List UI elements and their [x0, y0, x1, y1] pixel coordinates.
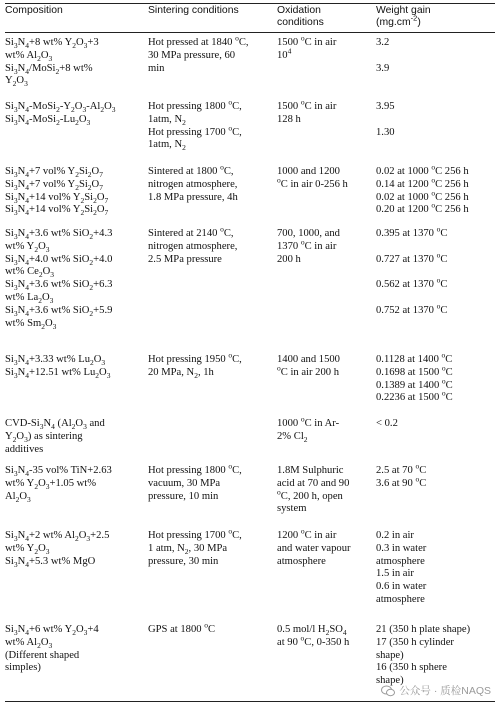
row-3-sintering: Sintered at 2140 $^o$C, nitrogen atmosphere, 2.5 MPa pressure	[148, 224, 238, 265]
row-3-weight-gain: 0.395 at 1370 $^o$C 0.727 at 1370 $^o$C 0.562 at 1370 $^o$C 0.752 at 1370 $^o$C	[376, 224, 448, 316]
row-3-composition: $Si_3N_4+3.6$ wt% SiO$_2$+4.3 wt% $Y_2O_3$ $Si_3N_4+4.0$ wt% SiO$_2$+4.0 wt% $Ce_2O_3$ $Si_3N_4+3.6$ wt% SiO$_2$+6.3 wt% $La_2O_3$ $Si_3N_4+3.6$ wt% SiO$_2$+5.9 wt% $Sm_2O_3$	[5, 228, 113, 331]
row-5-composition: CVD-$Si_3N_4$ ($Al_2O_3$ and $Y_2O_3$) as sintering additives	[5, 418, 105, 455]
row-6-sintering: Hot pressing 1800 $^o$C, vacuum, 30 MPa pressure, 10 min	[148, 461, 242, 502]
header-sintering: Sintering conditions	[148, 5, 239, 16]
row-6-composition: $Si_3N_4-35$ vol% TiN+2.63 wt% $Y_2O_3+1.05$ wt% $Al_2O_3$	[5, 465, 112, 504]
row-6-oxidation: 1.8M Sulphuric acid at 70 and 90 $^o$C, 200 h, open system	[277, 465, 350, 515]
watermark-text: 公众号 · 质检NAQS	[399, 685, 491, 697]
row-8-sintering: GPS at 1800 $^o$C	[148, 620, 216, 635]
row-7-weight-gain: 0.2 in air 0.3 in water atmosphere 1.5 in air 0.6 in water atmosphere	[376, 530, 427, 605]
row-0-sintering: Hot pressed at 1840 $^o$C, 30 MPa pressure, 60 min	[148, 33, 249, 74]
row-0-weight-gain: 3.2 3.9	[376, 37, 390, 74]
row-4-oxidation: 1400 and 1500 $^o$C in air 200 h	[277, 354, 340, 378]
row-2-weight-gain: 0.02 at 1000 $^o$C 256 h 0.14 at 1200 $^o$C 256 h 0.02 at 1000 $^o$C 256 h 0.20 at 1200 $^o$C 256 h	[376, 162, 469, 216]
header-oxidation: Oxidation conditions	[277, 5, 324, 29]
row-1-oxidation: 1500 $^o$C in air 128 h	[277, 97, 337, 125]
row-2-oxidation: 1000 and 1200 $^o$C in air 0-256 h	[277, 166, 348, 190]
row-5-weight-gain: < 0.2	[376, 418, 398, 429]
row-2-sintering: Sintered at 1800 $^o$C, nitrogen atmosphere, 1.8 MPa pressure, 4h	[148, 162, 238, 203]
row-0-oxidation: 1500 $^o$C in air $10^4$	[277, 33, 337, 61]
row-7-sintering: Hot pressing 1700 $^o$C, 1 atm, $N_2$, 30 MPa pressure, 30 min	[148, 526, 242, 567]
row-8-composition: $Si_3N_4+6$ wt% $Y_2O_3+4$ wt% $Al_2O_3$ (Different shaped simples)	[5, 624, 99, 674]
row-4-sintering: Hot pressing 1950 $^o$C, 20 MPa, $N_2$, 1h	[148, 350, 242, 380]
wechat-icon	[381, 685, 395, 697]
watermark	[381, 683, 491, 698]
row-3-oxidation: 700, 1000, and 1370 $^o$C in air 200 h	[277, 228, 340, 265]
row-4-composition: $Si_3N_4+3.33$ wt% $Lu_2O_3$ $Si_3N_4+12.51$ wt% $Lu_2O_3$	[5, 354, 111, 380]
row-1-weight-gain: 3.95 1.30	[376, 101, 395, 138]
row-7-oxidation: 1200 $^o$C in air and water vapour atmosphere	[277, 526, 351, 567]
header-weight-gain: Weight gain $(mg.cm^{-2})$	[376, 5, 431, 29]
row-4-weight-gain: 0.1128 at 1400 $^o$C 0.1698 at 1500 $^o$C 0.1389 at 1400 $^o$C 0.2236 at 1500 $^o$C	[376, 350, 453, 404]
row-8-oxidation: 0.5 mol/l $H_2SO_4$ at 90 $^o$C, 0-350 h	[277, 624, 350, 648]
header-rule	[5, 32, 495, 33]
row-2-composition: $Si_3N_4+7$ vol% $Y_2Si_2O_7$ $Si_3N_4+7$ vol% $Y_2Si_2O_7$ $Si_3N_4+14$ vol% $Y_2Si_2O_7$ $Si_3N_4+14$ vol% $Y_2Si_2O_7$	[5, 166, 109, 218]
row-1-composition: $Si_3N_4-MoSi_2-Y_2O_3-Al_2O_3$ $Si_3N_4-MoSi_2-Lu_2O_3$	[5, 101, 116, 127]
row-7-composition: $Si_3N_4+2$ wt% $Al_2O_3+2.5$ wt% $Y_2O_3$ $Si_3N_4+5.3$ wt% MgO	[5, 530, 110, 569]
bottom-rule	[5, 701, 495, 702]
top-rule	[5, 3, 495, 4]
row-0-composition: $Si_3N_4+8$ wt% $Y_2O_3+3$ wt% $Al_2O_3$ $Si_3N_4/MoSi_2+8$ wt% $Y_2O_3$	[5, 37, 99, 89]
row-5-oxidation: 1000 $^o$C in Ar- 2% $Cl_2$	[277, 414, 340, 444]
header-composition: Composition	[5, 5, 63, 16]
row-1-sintering: Hot pressing 1800 $^o$C, 1atm, $N_2$ Hot pressing 1700 $^o$C, 1atm, $N_2$	[148, 97, 242, 153]
row-8-weight-gain: 21 (350 h plate shape) 17 (350 h cylinder shape) 16 (350 h sphere shape)	[376, 624, 471, 687]
row-6-weight-gain: 2.5 at 70 $^o$C 3.6 at 90 $^o$C	[376, 461, 427, 489]
